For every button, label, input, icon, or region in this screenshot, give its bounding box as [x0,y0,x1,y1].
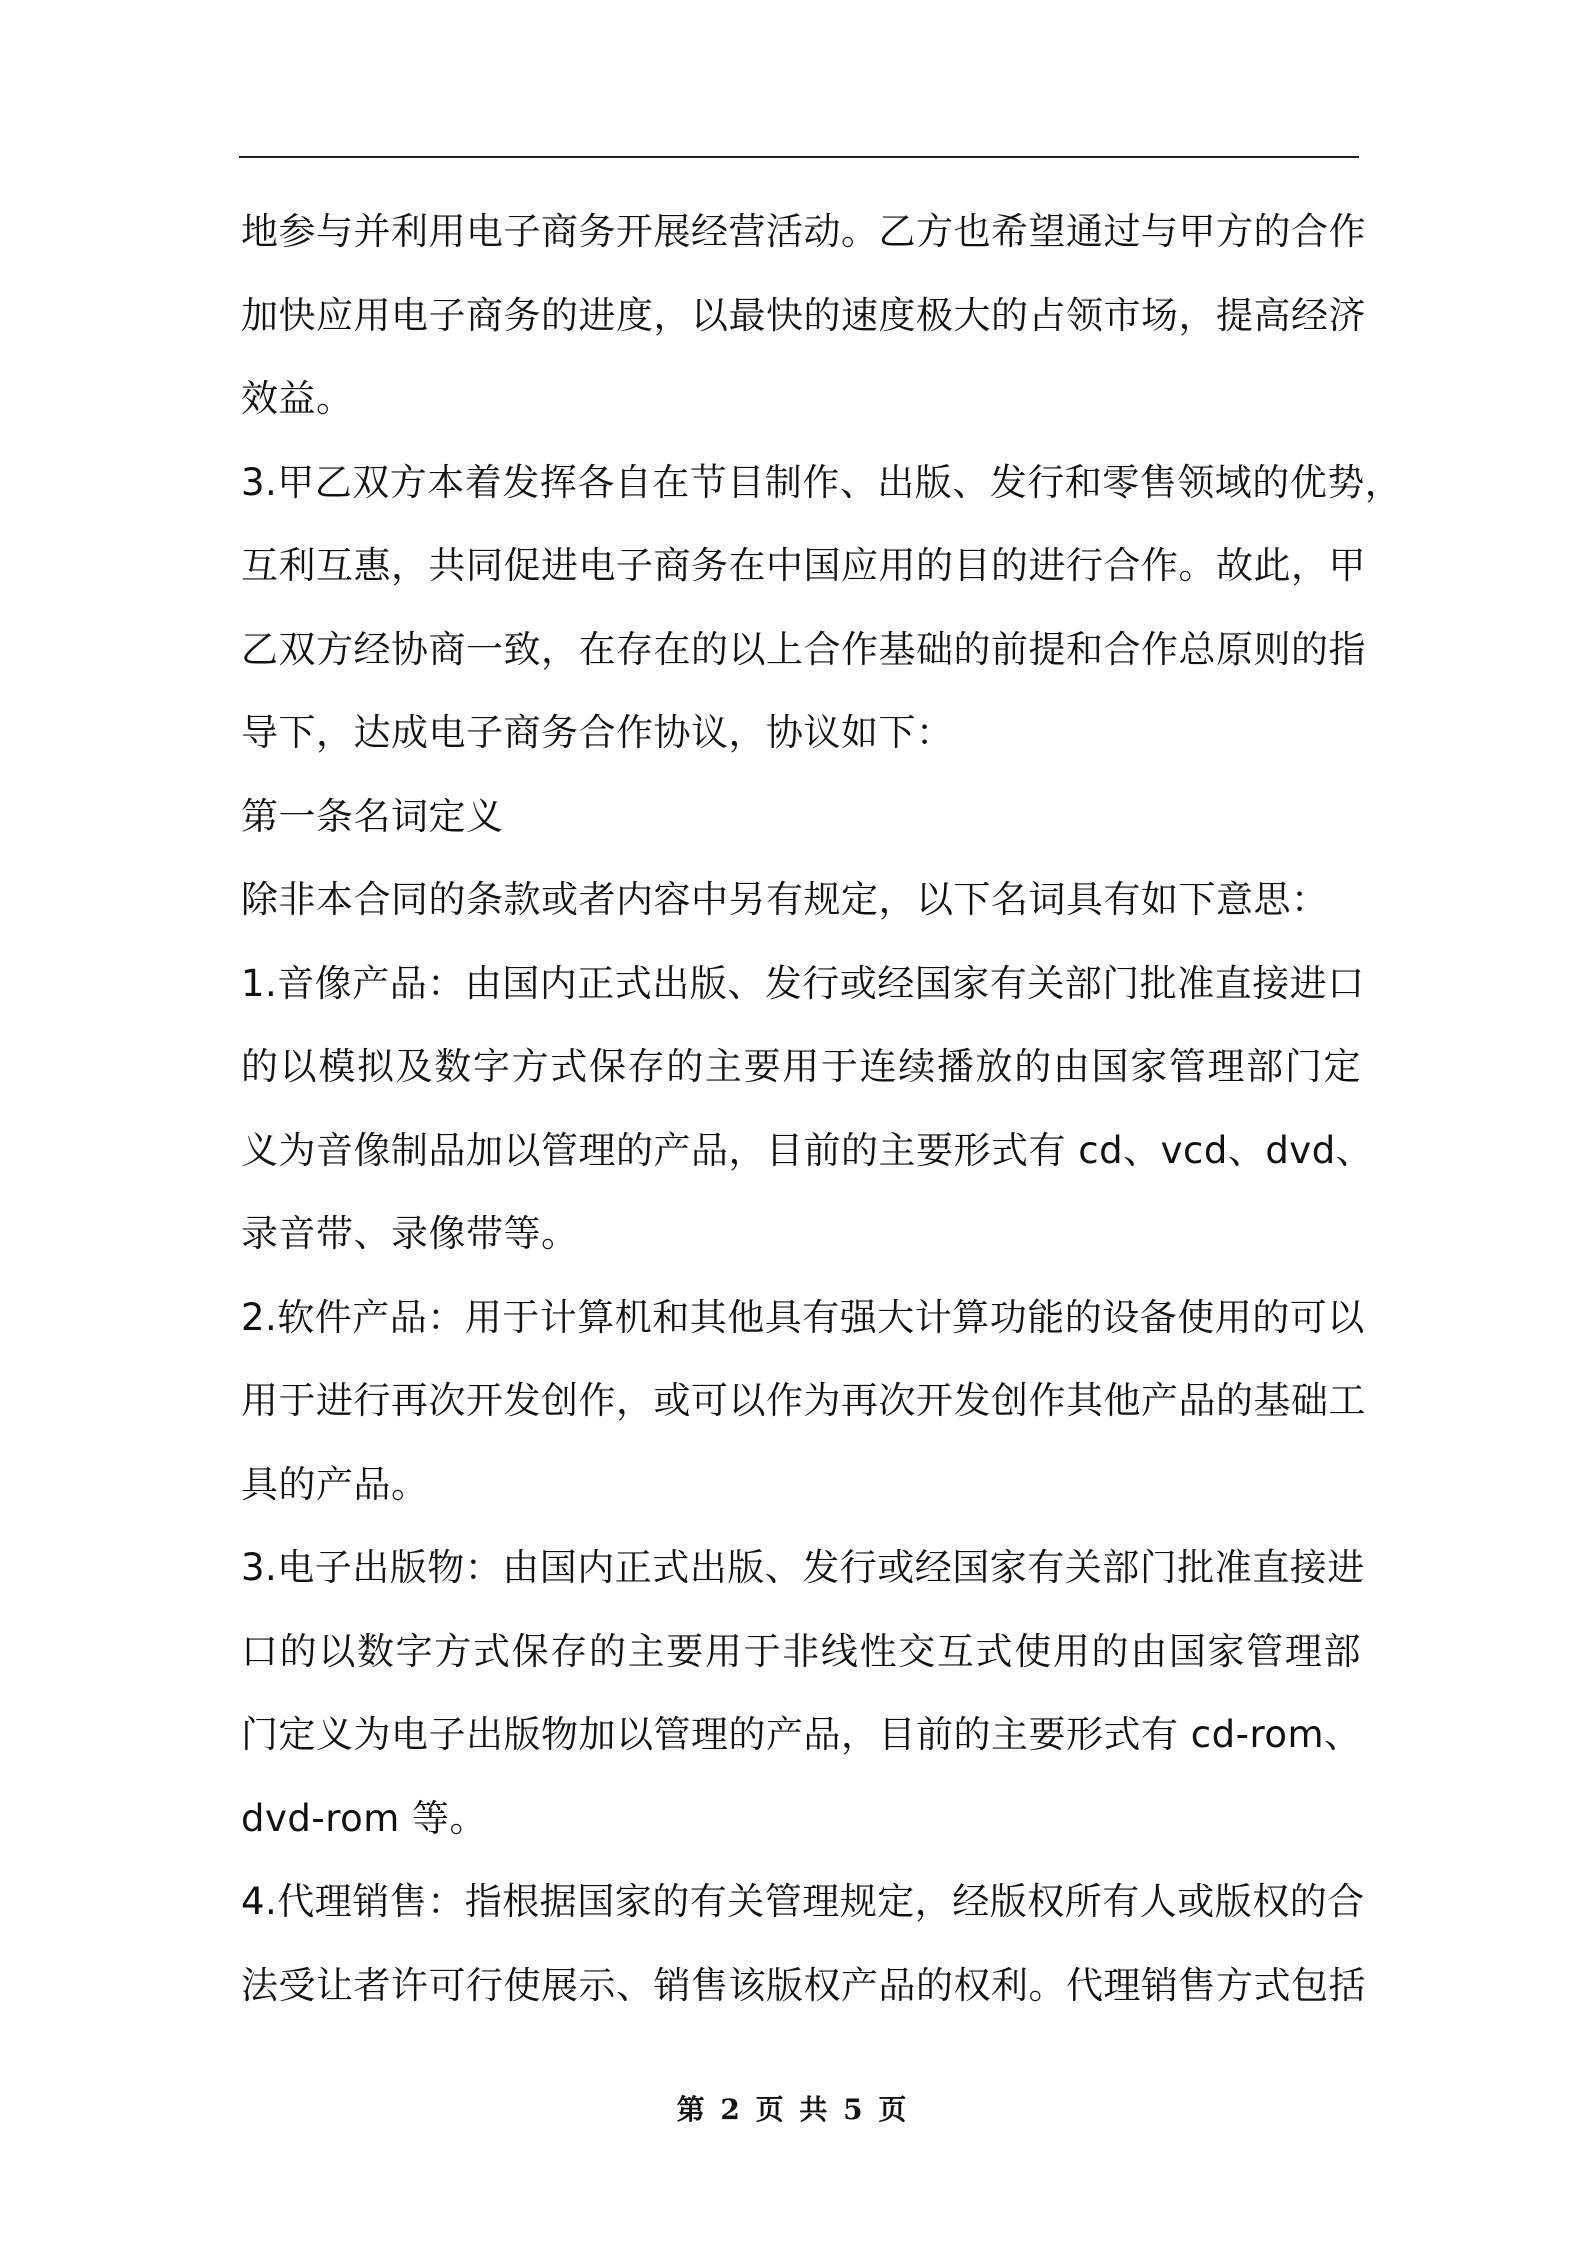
paragraph-line: 效益。 [241,377,354,420]
paragraph-line: 互利互惠，共同促进电子商务在中国应用的目的进行合作。故此，甲 [241,544,1366,587]
paragraph-line: 录音带、录像带等。 [241,1212,579,1255]
paragraph-line: 除非本合同的条款或者内容中另有规定，以下名词具有如下意思： [241,878,1329,921]
document-body [241,190,1403,2027]
paragraph-line: 门定义为电子出版物加以管理的产品，目前的主要形式有 cd-rom、 [241,1713,1362,1756]
section-heading: 第一条名词定义 [241,794,504,838]
paragraph-line: 导下，达成电子商务合作协议，协议如下： [241,711,954,754]
paragraph-line: 口的以数字方式保存的主要用于非线性交互式使用的由国家管理部 [241,1629,1361,1673]
paragraph-line: 乙双方经协商一致，在存在的以上合作基础的前提和合作总原则的指 [241,627,1366,671]
paragraph-line: 具的产品。 [241,1462,429,1506]
paragraph-line: 义为音像制品加以管理的产品，目前的主要形式有 cd、vcd、dvd、 [241,1128,1374,1172]
paragraph-line: 2.软件产品：用于计算机和其他具有强大计算功能的设备使用的可以 [241,1295,1365,1339]
paragraph-line: 4.代理销售：指根据国家的有关管理规定，经版权所有人或版权的合 [241,1880,1365,1923]
paragraph-line: 法受让者许可行使展示、销售该版权产品的权利。代理销售方式包括 [241,1963,1366,2007]
paragraph-line: 加快应用电子商务的进度，以最快的速度极大的占领市场，提高经济 [241,293,1366,337]
paragraph-line: 3.甲乙双方本着发挥各自在节目制作、出版、发行和零售领域的优势， [241,460,1403,504]
page-number-footer: 第 2 页 共 5 页 [676,2093,910,2126]
paragraph-line: dvd-rom 等。 [241,1796,488,1840]
paragraph-line: 1.音像产品：由国内正式出版、发行或经国家有关部门批准直接进口 [241,961,1365,1005]
paragraph-line: 的以模拟及数字方式保存的主要用于连续播放的由国家管理部门定 [241,1045,1361,1088]
paragraph-line: 用于进行再次开发创作，或可以作为再次开发创作其他产品的基础工 [241,1379,1366,1422]
header-rule [239,156,1359,158]
paragraph-line: 地参与并利用电子商务开展经营活动。乙方也希望通过与甲方的合作 [241,210,1366,253]
paragraph-line: 3.电子出版物：由国内正式出版、发行或经国家有关部门批准直接进 [241,1546,1365,1589]
